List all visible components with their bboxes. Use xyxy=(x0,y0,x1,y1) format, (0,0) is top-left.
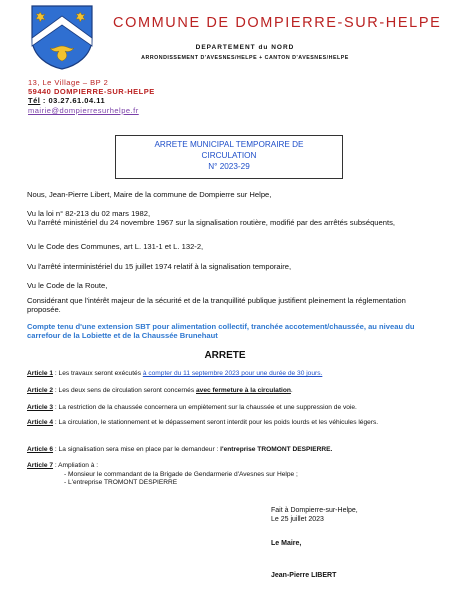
article-2-label: Article 2 xyxy=(27,387,54,394)
preamble-arrete-1974: Vu l'arrêté interministériel du 15 juillet 1974 relatif à la signalisation temporaire, xyxy=(27,262,292,271)
phone-label: Tél xyxy=(28,96,41,105)
preamble-arrete-1967: Vu l'arrêté ministériel du 24 novembre 1967 sur la signalisation routière, modifié par des arrêtés subséquents, xyxy=(27,218,395,228)
commune-title: COMMUNE DE DOMPIERRE-SUR-HELPE xyxy=(113,15,442,31)
preamble-considerant: Considérant que l'intérêt majeur de la sécurité et de la tranquillité publique justifient pleinement la réglementation proposée. xyxy=(27,296,406,315)
address-phone xyxy=(28,96,105,105)
preamble-loi-1982: Vu la loi n° 82-213 du 02 mars 1982, xyxy=(27,209,151,218)
arrete-heading: ARRETE xyxy=(204,350,246,361)
title-line-2: CIRCULATION xyxy=(201,151,257,160)
article-1-text: : Les travaux seront exécutés xyxy=(53,370,143,377)
article-6-text: : La signalisation sera mise en place par le demandeur : xyxy=(53,446,221,453)
preamble-mayor: Nous, Jean-Pierre Libert, Maire de la commune de Dompierre sur Helpe, xyxy=(27,190,272,199)
article-4-label: Article 4 xyxy=(27,419,54,426)
article-3-text: : La restriction de la chaussée concernera un empiètement sur la chaussée et une suppression de voie. xyxy=(53,404,357,411)
article-2-text: : Les deux sens de circulation seront concernés xyxy=(53,387,196,394)
article-2 xyxy=(27,387,422,396)
preamble-code-communes: Vu le Code des Communes, art L. 131-1 et L. 132-2, xyxy=(27,242,204,251)
article-6-company: l'entreprise TROMONT DESPIERRE. xyxy=(220,446,333,453)
address-street: 13, Le Village – BP 2 xyxy=(28,78,109,87)
article-2-end: . xyxy=(290,387,293,394)
article-6-label: Article 6 xyxy=(27,446,54,453)
article-3-label: Article 3 xyxy=(27,404,54,411)
article-4 xyxy=(27,419,422,428)
ampliation-item-entreprise: - L'entreprise TROMONT DESPIERRE xyxy=(64,479,178,486)
article-7-label: Article 7 xyxy=(27,462,54,469)
article-7-text: : Ampliation à : xyxy=(53,462,99,469)
article-1-label: Article 1 xyxy=(27,370,54,377)
signature-role: Le Maire, xyxy=(271,540,302,547)
signature-date: Le 25 juillet 2023 xyxy=(271,516,324,523)
title-line-3: N° 2023-29 xyxy=(208,162,250,171)
signature-place: Fait à Dompierre-sur-Helpe, xyxy=(271,507,358,514)
arrete-title-box xyxy=(115,135,343,179)
article-2-closure: avec fermeture à la circulation xyxy=(195,387,291,394)
phone-value: : 03.27.61.04.11 xyxy=(40,96,106,105)
article-7 xyxy=(27,462,422,471)
article-6 xyxy=(27,446,422,455)
signature-name: Jean-Pierre LIBERT xyxy=(271,572,337,579)
title-line-1: ARRETE MUNICIPAL TEMPORAIRE DE xyxy=(154,140,304,149)
preamble-loi xyxy=(27,209,422,228)
arrondissement-line: ARRONDISSEMENT D'AVESNES/HELPE + CANTON D'AVESNES/HELPE xyxy=(141,55,349,61)
article-3 xyxy=(27,404,422,413)
departement-line: DEPARTEMENT du NORD xyxy=(195,44,295,51)
article-4-text: : La circulation, le stationnement et le dépassement seront interdit pour les poids lourds et les véhicules légers. xyxy=(53,419,379,426)
ampliation-item-gendarmerie: - Monsieur le commandant de la Brigade de Gendarmerie d'Avesnes sur Helpe ; xyxy=(64,471,298,478)
preamble-compte-tenu: Compte tenu d'une extension SBT pour alimentation collectif, tranchée accotement/chaussée, au niveau du carrefour de la Lobiette et de la Chaussée Brunehaut xyxy=(27,322,415,341)
address-postal: 59440 DOMPIERRE-SUR-HELPE xyxy=(28,87,155,96)
email-link[interactable]: mairie@dompierresurhelpe.fr xyxy=(28,106,139,115)
article-1 xyxy=(27,370,422,379)
preamble-code-route: Vu le Code de la Route, xyxy=(27,281,108,290)
article-1-date: à compter du 11 septembre 2023 pour une durée de 30 jours. xyxy=(142,370,323,377)
